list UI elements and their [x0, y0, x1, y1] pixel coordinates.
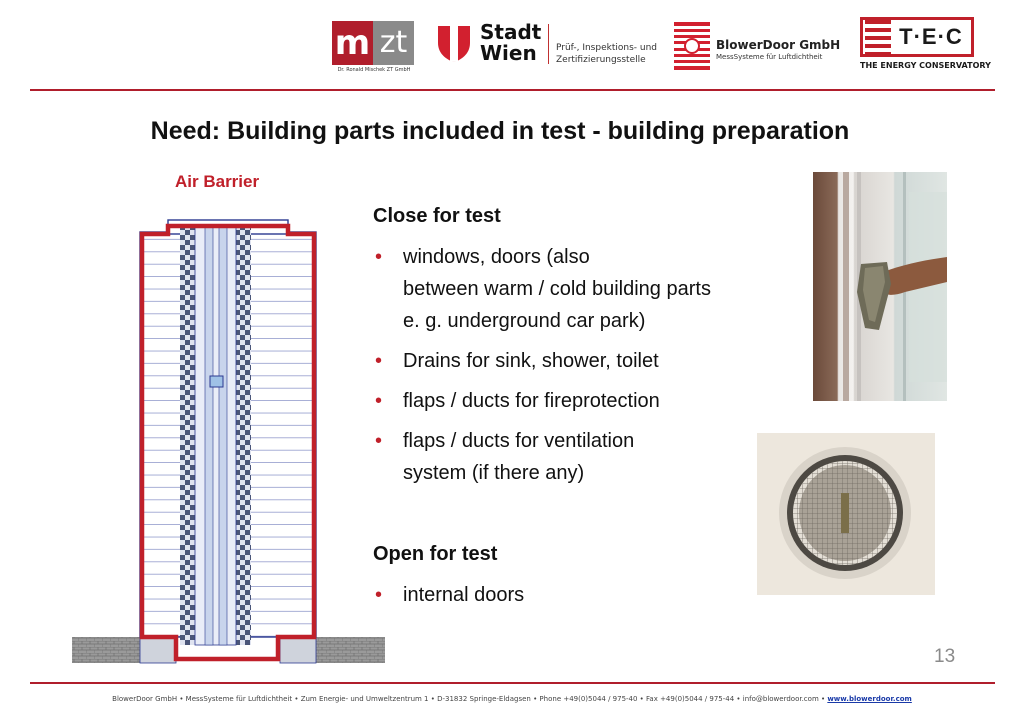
elevator-shaft-left: [205, 225, 213, 645]
stadt-wien-name: Stadt Wien: [480, 20, 542, 65]
close-for-test-item-text: flaps / ducts for fireprotection: [403, 390, 660, 412]
ventilation-flap-illustration: [757, 433, 935, 595]
open-for-test-item: [373, 579, 524, 611]
foundation-right: [280, 637, 316, 663]
bullet-icon: •: [375, 584, 383, 606]
close-for-test-item-text: windows, doors (also between warm / cold building parts e. g. underground car park): [403, 246, 711, 332]
bullet-icon: •: [375, 430, 383, 452]
foundation-left: [140, 637, 176, 663]
window-seal-illustration: [813, 172, 947, 401]
open-for-test-list: [373, 579, 524, 619]
close-for-test-item: [373, 241, 711, 337]
air-barrier-label: Air Barrier: [175, 172, 260, 191]
tec-logo: [860, 17, 974, 57]
close-for-test-item-text: flaps / ducts for ventilation system (if there any): [403, 430, 635, 484]
blowerdoor-logo-icon: [674, 22, 710, 70]
close-for-test-heading: Close for test: [373, 205, 501, 227]
close-for-test-item-text: Drains for sink, shower, toilet: [403, 350, 659, 372]
slide-title: Need: Building parts included in test - building preparation: [150, 117, 850, 145]
mzt-logo-m: m: [332, 21, 373, 65]
close-for-test-item: [373, 385, 711, 417]
tec-logo-text: T·E·C: [899, 24, 963, 49]
close-for-test-item: [373, 425, 711, 489]
footer-text: BlowerDoor GmbH • MessSysteme für Luftdichtheit • Zum Energie- und Umweltzentrum 1 • D-31832 Springe-Eldagsen • Phone +49(0)5044 / 975-40 • Fax +49(0)5044 / 975-44 • info@blowerdoor.com •: [112, 695, 828, 703]
mzt-logo: [332, 21, 414, 65]
bullet-icon: •: [375, 390, 383, 412]
footer: [0, 695, 1024, 703]
building-section-diagram: [70, 215, 386, 665]
elevator-car: [210, 376, 223, 387]
open-for-test-heading: Open for test: [373, 543, 498, 565]
mzt-logo-caption: Dr. Ronald Mischek ZT GmbH: [337, 67, 411, 73]
wien-shield-icon: [437, 25, 471, 63]
stair-shaft-right: [236, 225, 251, 645]
tec-subtitle: THE ENERGY CONSERVATORY: [860, 61, 991, 70]
blowerdoor-subtitle: MessSysteme für Luftdichtheit: [716, 53, 823, 61]
footer-divider: [30, 682, 995, 684]
header-divider: [30, 89, 995, 91]
ground-left: [72, 637, 142, 663]
ventilation-flap-photo: [757, 433, 935, 595]
stadt-wien-divider: [548, 24, 549, 64]
ground-right: [315, 637, 385, 663]
footer-website-link[interactable]: www.blowerdoor.com: [827, 695, 912, 703]
close-for-test-list: [373, 241, 711, 497]
core: [195, 225, 236, 645]
bullet-icon: •: [375, 246, 383, 268]
elevator-shaft-right: [219, 225, 227, 645]
mzt-logo-zt: zt: [373, 21, 414, 65]
stadt-wien-subtitle: Prüf-, Inspektions- und Zertifizierungsstelle: [556, 43, 657, 65]
blowerdoor-name: BlowerDoor GmbH: [716, 38, 841, 52]
tec-stripes-icon: [865, 20, 891, 54]
bullet-icon: •: [375, 350, 383, 372]
stair-shaft-left: [180, 225, 195, 645]
window-seal-photo: [813, 172, 947, 401]
close-for-test-item: [373, 345, 711, 377]
page-number: 13: [934, 646, 956, 667]
open-for-test-item-text: internal doors: [403, 584, 525, 606]
